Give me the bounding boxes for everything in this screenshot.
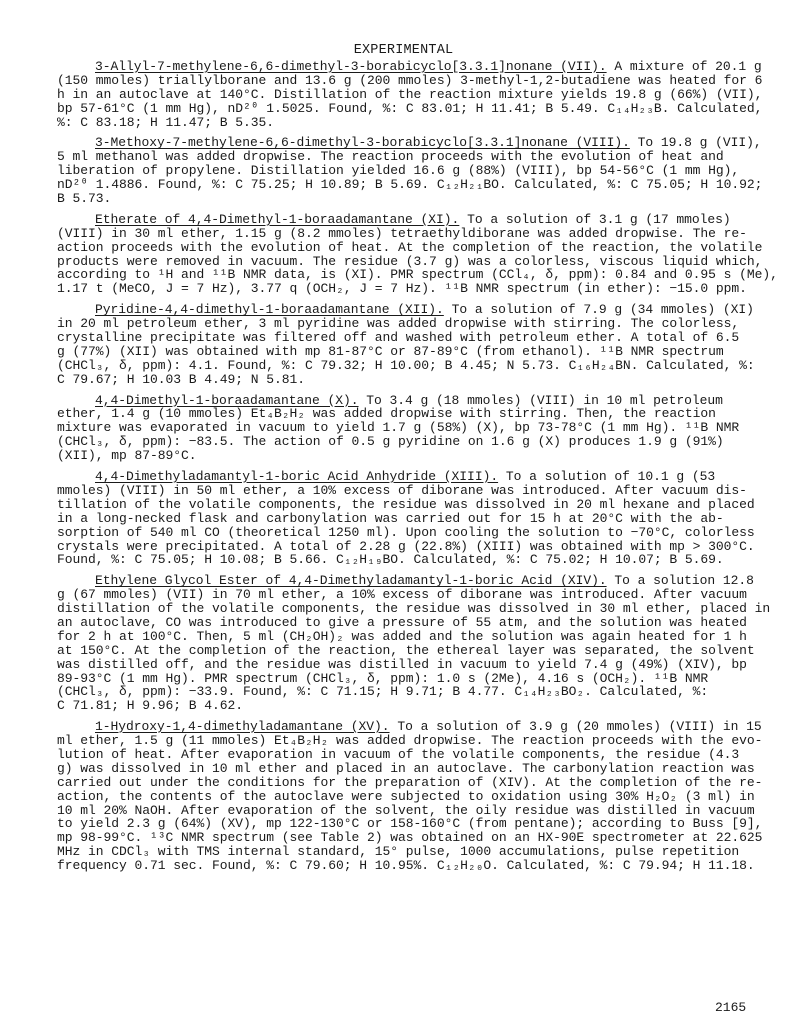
text-line xyxy=(57,526,755,540)
line-text: To a solution of 3.9 g (20 mmoles) (VIII) in 15 xyxy=(389,719,762,735)
text-line xyxy=(57,267,778,283)
line-text: for 2 h at 100°C. Then, 5 ml (CH₂OH)₂ was added and the solution was again heated for 1 h xyxy=(57,628,747,644)
line-text: frequency 0.71 sec. Found, %: C 79.60; H 10.95%. C₁₂H₂₀O. Calculated, %: C 79.94; H 11.18. xyxy=(57,858,755,874)
paragraph-title: 4,4-Dimethyladamantyl-1-boric Acid Anhydride (XIII). xyxy=(95,469,499,485)
line-text: C 79.67; H 10.03 B 4.49; N 5.81. xyxy=(57,371,306,387)
line-text: in a long-necked flask and carbonylation was carried out for 15 h at 20°C with the ab- xyxy=(57,510,724,526)
text-line xyxy=(57,394,755,408)
text-line xyxy=(57,435,755,449)
text-line xyxy=(57,150,755,164)
text-line xyxy=(57,116,755,130)
text-line xyxy=(57,630,755,644)
line-text: (CHCl₃, δ, ppm): −33.9. Found, %: C 71.15; H 9.71; B 4.77. C₁₄H₂₃BO₂. Calculated, %: xyxy=(57,684,709,700)
text-line xyxy=(57,164,755,178)
line-text: to yield 2.3 g (64%) (XV), mp 122-130°C or 158-160°C (from pentane); according to Buss [9], xyxy=(57,816,763,832)
text-line xyxy=(57,553,755,567)
line-text: tillation of the volatile components, the residue was dissolved in 20 ml hexane and placed xyxy=(57,496,755,512)
line-text: lution of heat. After evaporation in vacuum of the volatile components, the residue (4.3 xyxy=(57,746,740,762)
section-heading: EXPERIMENTAL xyxy=(353,43,454,58)
paragraph-title: 3-Methoxy-7-methylene-6,6-dimethyl-3-borabicyclo[3.3.1]nonane (VIII). xyxy=(95,135,630,151)
text-line xyxy=(57,470,755,484)
paragraph-title: 3-Allyl-7-methylene-6,6-dimethyl-3-borabicyclo[3.3.1]nonane (VII). xyxy=(95,59,607,74)
line-text: carried out under the conditions for the preparation of (XIV). At the completion of the re- xyxy=(57,774,763,790)
line-text: h in an autoclave at 140°C. Distillation of the reaction mixture yields 19.8 g (66%) (VII), xyxy=(57,86,763,102)
paragraph-title: 1-Hydroxy-1,4-dimethyladamantane (XV). xyxy=(95,719,390,735)
line-text: at 150°C. At the completion of the reaction, the ethereal layer was separated, the solvent xyxy=(57,642,755,658)
line-text: was distilled off, and the residue was distilled in vacuum to yield 7.4 g (49%) (XIV), bp xyxy=(57,656,747,672)
paragraph-title: 4,4-Dimethyl-1-boraadamantane (X). xyxy=(95,392,359,408)
line-text: crystalline precipitate was filtered off and washed with petroleum ether. A total of 6.5 xyxy=(57,330,740,346)
line-text: 10 ml 20% NaOH. After evaporation of the solvent, the oily residue was distilled in vacuum xyxy=(57,802,755,818)
line-text: action proceeds with the evolution of heat. At the completion of the reaction, the volatile xyxy=(57,239,763,255)
text-line xyxy=(57,512,755,526)
text-line xyxy=(57,733,763,749)
text-line xyxy=(57,699,755,713)
line-text: (CHCl₃, δ, ppm): −83.5. The action of 0.5 g pyridine on 1.6 g (X) produces 1.9 g (91%) xyxy=(57,434,724,450)
text-line xyxy=(57,177,763,193)
text-line xyxy=(57,317,755,331)
text-line xyxy=(57,213,755,227)
line-text: g) was dissolved in 10 ml ether and placed in an autoclave. The carbonylation reaction was xyxy=(57,760,755,776)
line-text: 89-93°C (1 mm Hg). PMR spectrum (CHCl₃, δ, ppm): 1.0 s (2Me), 4.16 s (OCH₂). ¹¹B NMR xyxy=(57,670,709,686)
line-text: action, the contents of the autoclave were subjected to oxidation using 30% H₂O₂ (3 ml) in xyxy=(57,788,755,804)
line-text: %: C 83.18; H 11.47; B 5.35. xyxy=(57,114,275,130)
line-text: (XII), mp 87-89°C. xyxy=(57,448,197,464)
text-line xyxy=(57,774,763,790)
text-line xyxy=(57,86,763,102)
text-line xyxy=(57,672,755,686)
text-line xyxy=(57,192,755,206)
line-text: sorption of 540 ml CO (theoretical 1250 ml). Upon cooling the solution to −70°C, colorless xyxy=(57,524,755,540)
text-line xyxy=(57,859,755,873)
line-text: To a solution of 7.9 g (34 mmoles) (XI) xyxy=(443,302,754,318)
text-line xyxy=(57,616,755,630)
line-text: products were removed in vacuum. The residue (3.7 g) was a colorless, viscous liquid which, xyxy=(57,253,763,269)
line-text: To 19.8 g (VII), xyxy=(629,135,762,151)
text-line xyxy=(57,72,763,88)
line-text: distillation of the volatile components, the residue was dissolved in 30 ml ether, placed in xyxy=(57,601,771,617)
paragraph xyxy=(57,59,763,130)
line-text: an autoclave, CO was introduced to give a pressure of 55 atm, and the solution was heated xyxy=(57,614,747,630)
line-text: g (77%) (XII) was obtained with mp 81-87°C or 87-89°C (from ethanol). ¹¹B NMR spectrum xyxy=(57,343,724,359)
text-line xyxy=(57,227,755,241)
line-text: liberation of propylene. Distillation yielded 16.6 g (88%) (VIII), bp 54-56°C (1 mm Hg), xyxy=(57,163,740,179)
text-line xyxy=(57,540,755,554)
text-line xyxy=(57,658,755,672)
line-text: To a solution of 3.1 g (17 mmoles) xyxy=(459,211,731,227)
line-text: MHz in CDCl₃ with TMS internal standard, 15° pulse, 1000 accumulations, pulse repetition xyxy=(57,844,740,860)
text-line xyxy=(57,253,763,269)
line-text: A mixture of 20.1 g xyxy=(606,59,762,74)
line-text: mixture was evaporated in vacuum to yield 1.7 g (58%) (X), bp 73-78°C (1 mm Hg). ¹¹B NMR xyxy=(57,420,740,436)
line-text: C 71.81; H 9.96; B 4.62. xyxy=(57,698,244,714)
text-line xyxy=(57,484,755,498)
line-text: (150 mmoles) triallylborane and 13.6 g (200 mmoles) 3-methyl-1,2-butadiene was heated for 6 xyxy=(57,72,763,88)
line-text: g (67 mmoles) (VII) in 70 ml ether, a 10% excess of diborane was introduced. After vacuum xyxy=(57,587,747,603)
text-line xyxy=(57,359,755,373)
line-text: To a solution of 10.1 g (53 xyxy=(498,469,716,485)
line-text: ether, 1.4 g (10 mmoles) Et₄B₂H₂ was added dropwise with stirring. Then, the reaction xyxy=(57,406,716,422)
line-text: Found, %: C 75.05; H 10.08; B 5.66. C₁₂H₁₉BO. Calculated, %: C 75.02; H 10.07; B 5.69. xyxy=(57,552,724,568)
text-line xyxy=(57,345,755,359)
line-text: (CHCl₃, δ, ppm): 4.1. Found, %: C 79.32; H 10.00; B 4.45; N 5.73. C₁₆H₂₄BN. Calculated, %: xyxy=(57,357,755,373)
text-line xyxy=(57,407,755,421)
line-text: mp 98-99°C. ¹³C NMR spectrum (see Table 2) was obtained on an HX-90E spectrometer at 22.625 xyxy=(57,830,763,846)
line-text: (VIII) in 30 ml ether, 1.15 g (8.2 mmoles) tetraethyldiborane was added dropwise. The re- xyxy=(57,225,747,241)
paragraph-title: Etherate of 4,4-Dimethyl-1-boraadamantane (XI). xyxy=(95,211,460,227)
line-text: To a solution 12.8 xyxy=(606,573,754,589)
paragraph xyxy=(57,573,771,714)
line-text: 5 ml methanol was added dropwise. The reaction proceeds with the evolution of heat and xyxy=(57,149,724,165)
paragraph xyxy=(57,211,778,297)
text-line xyxy=(57,574,755,588)
text-line xyxy=(57,498,755,512)
text-line xyxy=(57,719,762,735)
paragraph-title: Ethylene Glycol Ester of 4,4-Dimethyladamantyl-1-boric Acid (XIV). xyxy=(95,573,607,589)
text-line xyxy=(57,100,763,116)
paragraph xyxy=(57,470,755,567)
text-line xyxy=(57,804,755,818)
text-line xyxy=(57,685,755,699)
line-text: ml ether, 1.5 g (11 mmoles) Et₄B₂H₂ was added dropwise. The reaction proceeds with the evo- xyxy=(57,733,763,749)
line-text: 1.17 t (MeCO, J = 7 Hz), 3.77 q (OCH₂, J = 7 Hz). ¹¹B NMR spectrum (in ether): −15.0 ppm. xyxy=(57,281,747,297)
line-text: in 20 ml petroleum ether, 3 ml pyridine was added dropwise with stirring. The colorless, xyxy=(57,316,740,332)
page-number: 2165 xyxy=(715,1000,747,1015)
document-body xyxy=(57,59,778,880)
text-line xyxy=(57,331,755,345)
text-line xyxy=(57,239,763,255)
text-line xyxy=(57,790,755,804)
line-text: To 3.4 g (18 mmoles) (VIII) in 10 ml petroleum xyxy=(358,392,723,408)
text-line xyxy=(57,762,755,776)
text-line xyxy=(57,449,755,463)
line-text: B 5.73. xyxy=(57,191,112,207)
text-line xyxy=(57,421,755,435)
text-line xyxy=(57,845,755,859)
line-text: according to ¹H and ¹¹B NMR data, is (XI). PMR spectrum (CCl₄, δ, ppm): 0.84 and 0.95 s (Me), xyxy=(57,267,778,283)
text-line xyxy=(57,816,763,832)
text-line xyxy=(57,282,755,296)
line-text: bp 57-61°C (1 mm Hg), nD²⁰ 1.5025. Found, %: C 83.01; H 11.41; B 5.49. C₁₄H₂₃B. Calculated, xyxy=(57,100,763,116)
text-line xyxy=(57,303,755,317)
paragraph xyxy=(57,719,763,874)
paragraph xyxy=(57,394,755,463)
text-line xyxy=(57,748,755,762)
line-text: mmoles) (VIII) in 50 ml ether, a 10% excess of diborane was introduced. After vacuum dis- xyxy=(57,482,747,498)
paragraph-title: Pyridine-4,4-dimethyl-1-boraadamantane (XII). xyxy=(95,302,444,318)
line-text: crystals were precipitated. A total of 2.28 g (22.8%) (XIII) was obtained with mp > 300°C. xyxy=(57,538,755,554)
paragraph xyxy=(57,303,755,386)
line-text: nD²⁰ 1.4886. Found, %: C 75.25; H 10.89; B 5.69. C₁₂H₂₁BO. Calculated, %: C 75.05; H 10.92; xyxy=(57,177,763,193)
text-line xyxy=(57,601,771,617)
text-line xyxy=(57,373,755,387)
text-line xyxy=(57,59,762,74)
text-line xyxy=(57,135,762,151)
text-line xyxy=(57,588,755,602)
text-line xyxy=(57,644,755,658)
text-line xyxy=(57,830,763,846)
paragraph xyxy=(57,135,763,207)
